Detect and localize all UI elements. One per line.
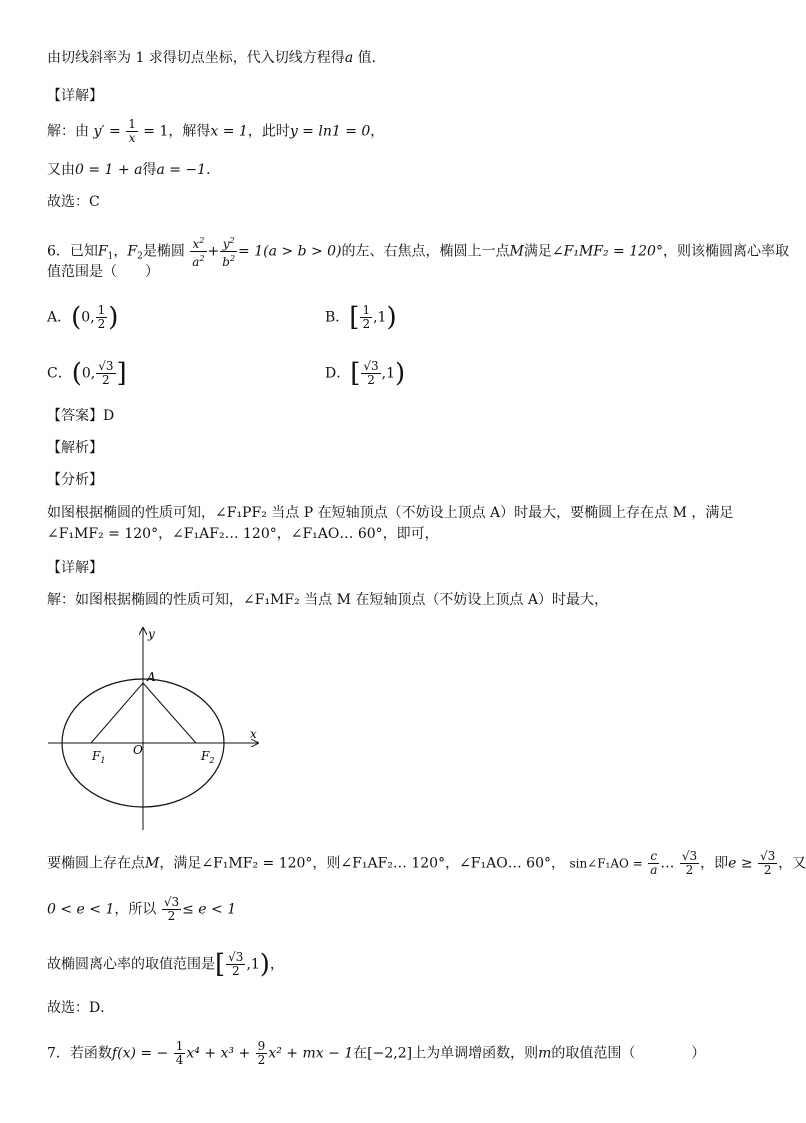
label-f1: $F_1$ — [92, 749, 106, 765]
fenxi-heading: 【分析】 — [47, 472, 103, 488]
detail-line-2: 要椭圆上存在点M，满足∠F₁MF₂ = 120°，则∠F₁AF₂… 120°，∠F₁AO… 60°， sin∠F₁AO = $\frac{c}{a}$ … $\frac{√3}{2}$ ，即e ≥ $\frac{√3}{2}$ ，又 — [47, 849, 806, 877]
option-c[interactable]: C．(0, $\frac{√3}{2}$ ] — [47, 358, 127, 389]
jiexi-heading: 【解析】 — [47, 440, 103, 456]
segment-f2-a — [143, 683, 196, 743]
option-b[interactable]: B．[ $\frac{1}{2}$ ,1) — [325, 302, 397, 333]
question-6: 6．已知$F_1$，$F_2$是椭圆 $\frac{x^2}{a^2}$ + $\frac{y^2}{b^2}$ = 1(a > b > 0)的左、右焦点，椭圆上一点M满足∠F₁MF₂ = 120°，则该椭圆离心率取 — [47, 236, 789, 269]
choose-c: 故选：C — [47, 194, 100, 210]
label-f2: $F_2$ — [201, 749, 215, 765]
question-7: 7．若函数f(x) = − $\frac{1}{4}$ x⁴ + x³ + $\frac{9}{2}$ x² + mx − 1在[−2,2]上为单调增函数，则m的取值范围（ ） — [47, 1039, 706, 1067]
detail-line-1: 解：如图根据椭圆的性质可知，∠F₁MF₂ 当点 M 在短轴顶点（不妨设上顶点 A）时最大， — [47, 592, 608, 608]
label-o: O — [133, 743, 143, 757]
segment-f1-a — [91, 683, 143, 743]
label-y: y — [148, 627, 155, 641]
analysis-line-2: ∠F₁MF₂ = 120°，∠F₁AF₂… 120°，∠F₁AO… 60°，即可， — [47, 526, 439, 542]
detail-heading: 【详解】 — [47, 88, 103, 104]
fraction-1-over-x: $\frac{1}{x}$ — [128, 117, 136, 145]
option-a[interactable]: A．(0, $\frac{1}{2}$ ) — [47, 302, 119, 333]
ellipse-figure — [40, 620, 270, 835]
solution-line-2: 又由0 = 1 + a得a = −1． — [47, 162, 221, 178]
analysis-line-1: 如图根据椭圆的性质可知，∠F₁PF₂ 当点 P 在短轴顶点（不妨设上顶点 A）时最大，要椭圆上存在点 M ，满足 — [47, 505, 734, 521]
label-x: x — [250, 727, 257, 741]
hint-line: 由切线斜率为 1 求得切点坐标，代入切线方程得a 值． — [47, 50, 386, 66]
option-d[interactable]: D．[ $\frac{√3}{2}$ ,1) — [325, 358, 406, 389]
detail-line-4: 故椭圆离心率的取值范围是[ $\frac{√3}{2}$ ,1)， — [47, 949, 284, 980]
question-6-line2: 值范围是（ ） — [47, 264, 159, 280]
choose-d: 故选：D． — [47, 1000, 115, 1016]
detail-heading-2: 【详解】 — [47, 560, 103, 576]
answer: 【答案】D — [47, 408, 115, 424]
label-a: A — [147, 670, 156, 684]
detail-line-3: 0 < e < 1，所以 $\frac{√3}{2}$ ≤ e < 1 — [47, 895, 237, 923]
solution-line-1: 解：由 y′ = $\frac{1}{x}$ = 1，解得x = 1，此时y = ln1 = 0， — [47, 117, 385, 145]
